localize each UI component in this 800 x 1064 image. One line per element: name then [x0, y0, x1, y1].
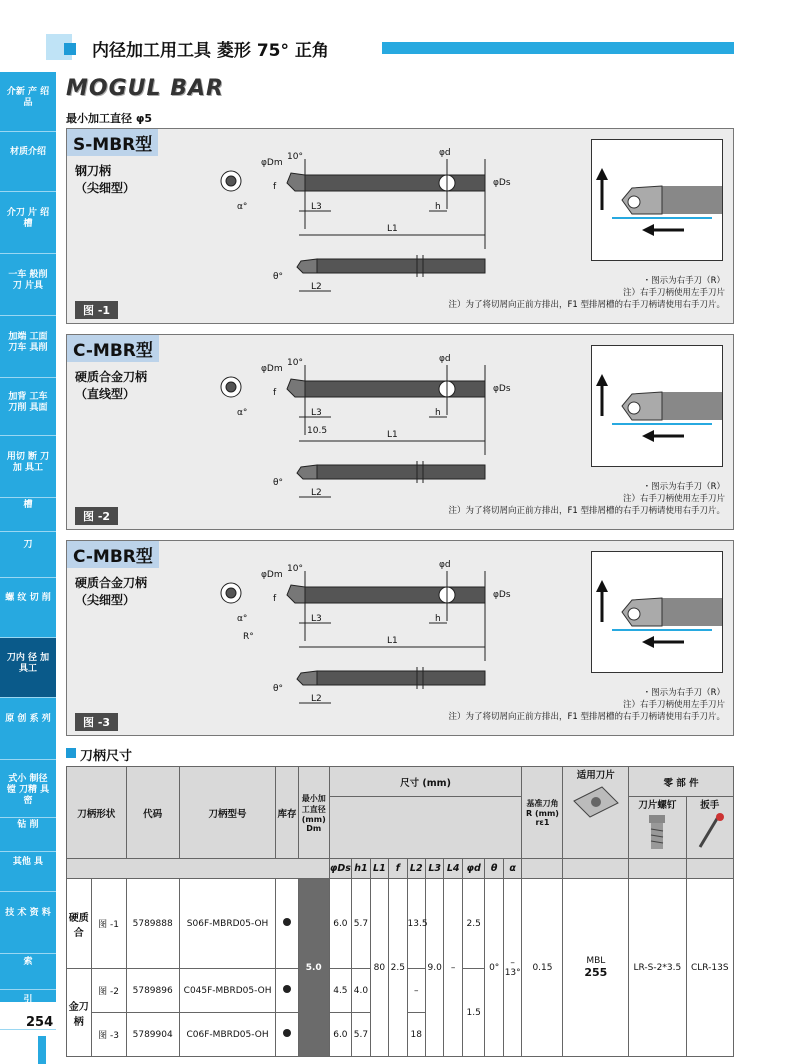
stock-dot-icon [283, 985, 291, 993]
figure-desc-material: 钢刀柄 [75, 164, 112, 178]
dim-l2: L2 [311, 694, 322, 704]
page-tab [38, 1036, 46, 1064]
note-left-insert: 注）右手刀柄使用左手刀片 [622, 700, 725, 710]
figure-label: 图 -1 [75, 301, 118, 319]
row1-fig: 图 -1 [91, 879, 126, 969]
th-wrench [686, 797, 733, 859]
page-title: 内径加工用工具 菱形 75° 正角 [92, 41, 329, 61]
row1-l2: 13.5 [407, 879, 425, 969]
th-sub-wrench [686, 859, 733, 879]
th-size-spacer [329, 797, 522, 859]
sidebar-item[interactable]: 槽 [0, 498, 56, 532]
dim-alpha: α° [237, 202, 248, 212]
insert-value [563, 879, 629, 1057]
row2-fig: 图 -2 [91, 969, 126, 1013]
shank-spec-table [66, 766, 734, 1057]
th-sub-6: L4 [444, 859, 462, 879]
dim-l2: L2 [311, 488, 322, 498]
sidebar-item[interactable]: 技 术 资 料 [0, 892, 56, 954]
row3-model: C06F-MBRD05-OH [179, 1013, 275, 1057]
row1-ds: 6.0 [329, 879, 352, 969]
th-sub-screw [629, 859, 686, 879]
th-screw-label: 刀片螺钉 [638, 800, 677, 811]
th-nose-r: 基准刀角 R (mm) rε1 [522, 767, 563, 859]
chip-flow-diagram [591, 551, 723, 673]
sidebar-item[interactable]: 介刀 片 绍槽 [0, 192, 56, 254]
dim-extra: 10.5 [307, 426, 328, 436]
dim-dm: φDm [261, 570, 283, 580]
dim-l1: L1 [387, 430, 398, 440]
wrench-icon [690, 811, 730, 855]
row3-stock [276, 1013, 299, 1057]
row2-l2: – [407, 969, 425, 1013]
header-bar [382, 42, 734, 54]
figure-notes [448, 275, 725, 311]
th-sub-8: θ [485, 859, 503, 879]
figure-desc-material: 硬质合金刀柄 [75, 370, 148, 384]
dim-theta: θ° [273, 684, 284, 694]
th-screw [629, 797, 686, 859]
sidebar-item[interactable]: 介新 产 绍品 [0, 72, 56, 132]
dim-angle: 10° [287, 152, 303, 162]
min-diameter: 最小加工直径 φ5 [66, 112, 153, 125]
dim-l3: L3 [311, 408, 322, 418]
brand-logo: MOGUL BAR [66, 76, 224, 101]
dim-f: f [273, 594, 277, 604]
dim-h: h [435, 202, 441, 212]
dim-theta: θ° [273, 272, 284, 282]
th-sub-5: L3 [425, 859, 443, 879]
dim-d: φd [439, 560, 451, 570]
dim-l1: L1 [387, 224, 398, 234]
sidebar-item[interactable]: 加背 工车 刀削 具面 [0, 378, 56, 436]
th-sub-7: φd [462, 859, 485, 879]
figure-desc-type: （尖细型） [75, 181, 136, 195]
chip-flow-svg [592, 140, 722, 260]
note-chip-flow: 注）为了将切屑向正前方排出，F1 型排屑槽的右手刀柄请使用右手刀片。 [448, 506, 725, 516]
screw-value: LR-S-2*3.5 [629, 879, 686, 1057]
note-left-insert: 注）右手刀柄使用左手刀片 [622, 288, 725, 298]
th-shape: 刀柄形状 [67, 767, 127, 859]
stock-dot-icon [283, 918, 291, 926]
th-insert-label: 适用刀片 [576, 770, 615, 781]
th-sub-insert [563, 859, 629, 879]
dim-h: h [435, 614, 441, 624]
dim-d: φd [439, 148, 451, 158]
th-insert [563, 767, 629, 859]
row2-code: 5789896 [126, 969, 179, 1013]
figure-desc [75, 575, 147, 609]
figure-label: 图 -2 [75, 507, 118, 525]
row2-model: C045F-MBRD05-OH [179, 969, 275, 1013]
side-index [0, 72, 56, 1005]
th-parts: 零 部 件 [629, 767, 734, 797]
sidebar-item[interactable]: 引 [0, 990, 56, 1030]
dim-theta: θ° [273, 478, 284, 488]
note-right-hand: ・图示为右手刀（R） [642, 482, 725, 492]
dim-f: f [273, 182, 277, 192]
nose-r-value: 0.15 [522, 879, 563, 1057]
figure-title: C-MBR型 [67, 541, 159, 568]
th-sub-1: h1 [352, 859, 370, 879]
figure-desc [75, 163, 135, 197]
dim-l2: L2 [311, 282, 322, 292]
l3-value: 9.0 [425, 879, 443, 1057]
figure-panel [66, 334, 734, 530]
row3-l2: 18 [407, 1013, 425, 1057]
stock-dot-icon [283, 1029, 291, 1037]
dim-angle: 10° [287, 358, 303, 368]
wrench-value: CLR-13S [686, 879, 733, 1057]
row1-stock [276, 879, 299, 969]
l4-value: – [444, 879, 462, 1057]
note-chip-flow: 注）为了将切屑向正前方排出，F1 型排屑槽的右手刀柄请使用右手刀片。 [448, 712, 725, 722]
figure-notes [448, 687, 725, 723]
chip-flow-diagram [591, 139, 723, 261]
screw-icon [637, 811, 677, 855]
row2-stock [276, 969, 299, 1013]
figure-panel [66, 128, 734, 324]
figure-desc-type: （尖细型） [75, 593, 136, 607]
th-sub-spacer [67, 859, 330, 879]
sidebar-item[interactable]: 钻 削 [0, 818, 56, 852]
figure-notes [448, 481, 725, 517]
figure-title: C-MBR型 [67, 335, 159, 362]
row1-d: 2.5 [462, 879, 485, 969]
row2-d: 1.5 [462, 969, 485, 1057]
chip-flow-diagram [591, 345, 723, 467]
row2-h1: 4.0 [352, 969, 370, 1013]
page-number: 254 [26, 1015, 54, 1030]
row3-h1: 5.7 [352, 1013, 370, 1057]
dim-alpha: α° [237, 614, 248, 624]
sidebar-item[interactable]: 一车 般削 刀 片具 [0, 254, 56, 316]
sidebar-item[interactable]: 原 创 系 列 [0, 698, 56, 760]
row1-model: S06F-MBRD05-OH [179, 879, 275, 969]
sidebar-item[interactable]: 式小 制径 镗 刀精 具密 [0, 760, 56, 818]
figure-desc [75, 369, 147, 403]
th-sub-0: φDs [329, 859, 352, 879]
alpha-value: –13° [503, 879, 522, 1057]
row3-ds: 6.0 [329, 1013, 352, 1057]
th-model: 刀柄型号 [179, 767, 275, 859]
dim-r: R° [243, 632, 254, 642]
dim-angle: 10° [287, 564, 303, 574]
chip-flow-svg [592, 346, 722, 466]
th-sub-4: L2 [407, 859, 425, 879]
dim-f: f [273, 388, 277, 398]
theta-value: 0° [485, 879, 503, 1057]
sidebar-item[interactable]: 螺 纹 切 削 [0, 578, 56, 638]
sidebar-item[interactable]: 用切 断 刀加 具工 [0, 436, 56, 498]
sidebar-item[interactable]: 刀 [0, 532, 56, 578]
group-steel: 硬质合 [67, 879, 92, 969]
sidebar-item[interactable]: 索 [0, 954, 56, 990]
dim-l3: L3 [311, 202, 322, 212]
insert-name: MBL [586, 956, 606, 966]
dm-value: 5.0 [298, 879, 329, 1057]
figure-panel [66, 540, 734, 736]
dim-alpha: α° [237, 408, 248, 418]
row1-h1: 5.7 [352, 879, 370, 969]
f-value: 2.5 [389, 879, 407, 1057]
header-square-accent [64, 43, 76, 55]
row2-ds: 4.5 [329, 969, 352, 1013]
figure-desc-type: （直线型） [75, 387, 136, 401]
th-sub-2: L1 [370, 859, 388, 879]
row3-fig: 图 -3 [91, 1013, 126, 1057]
figure-label: 图 -3 [75, 713, 118, 731]
dim-dm: φDm [261, 364, 283, 374]
dim-ds: φDs [493, 590, 511, 600]
th-sub-r [522, 859, 563, 879]
th-sub-9: α [503, 859, 522, 879]
dim-d: φd [439, 354, 451, 364]
insert-code: 255 [584, 966, 608, 979]
figure-title: S-MBR型 [67, 129, 158, 156]
insert-icon [568, 781, 624, 825]
dim-l1: L1 [387, 636, 398, 646]
th-dm: 最小加工直径(mm) Dm [298, 767, 329, 859]
note-right-hand: ・图示为右手刀（R） [642, 688, 725, 698]
sidebar-item[interactable]: 材质介绍 [0, 132, 56, 192]
section-square-icon [66, 748, 76, 758]
dim-ds: φDs [493, 384, 511, 394]
dim-l3: L3 [311, 614, 322, 624]
row3-code: 5789904 [126, 1013, 179, 1057]
group-carbide: 金刀柄 [67, 969, 92, 1057]
row1-code: 5789888 [126, 879, 179, 969]
sidebar-item[interactable]: 加端 工面 刀车 具削 [0, 316, 56, 378]
dim-h: h [435, 408, 441, 418]
note-chip-flow: 注）为了将切屑向正前方排出，F1 型排屑槽的右手刀柄请使用右手刀片。 [448, 300, 725, 310]
sidebar-item[interactable]: 刀内 径 加 具工 [0, 638, 56, 698]
l1-value: 80 [370, 879, 388, 1057]
th-sub-3: f [389, 859, 407, 879]
note-left-insert: 注）右手刀柄使用左手刀片 [622, 494, 725, 504]
figure-desc-material: 硬质合金刀柄 [75, 576, 148, 590]
section-title: 刀柄尺寸 [80, 749, 133, 764]
sidebar-item[interactable]: 其他 具 [0, 852, 56, 892]
th-wrench-label: 扳手 [700, 800, 720, 811]
th-size: 尺寸 (mm) [329, 767, 522, 797]
th-stock: 库存 [276, 767, 299, 859]
dim-dm: φDm [261, 158, 283, 168]
chip-flow-svg [592, 552, 722, 672]
th-code: 代码 [126, 767, 179, 859]
dim-ds: φDs [493, 178, 511, 188]
note-right-hand: ・图示为右手刀（R） [642, 276, 725, 286]
